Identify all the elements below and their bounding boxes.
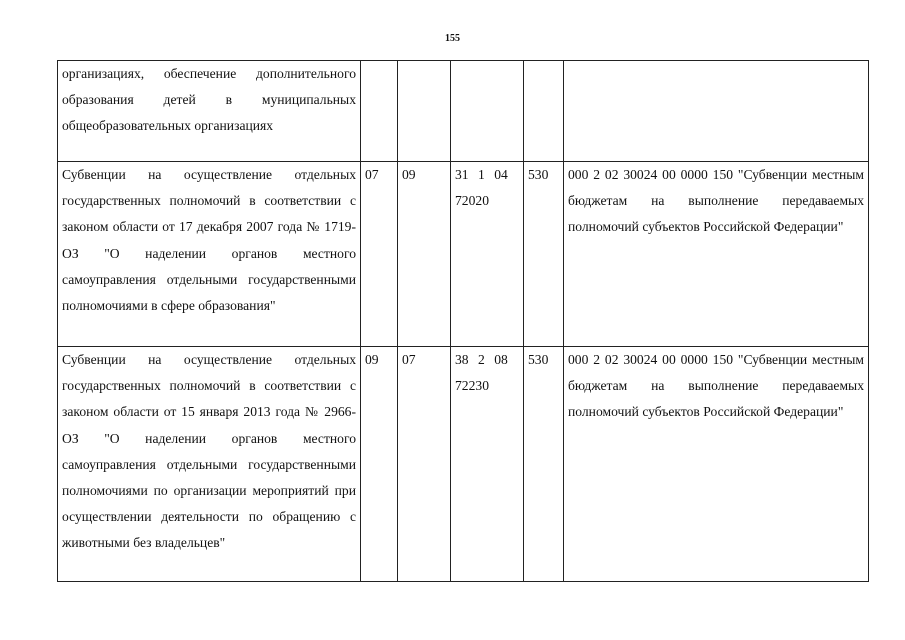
row-description: Субвенции на осуществление отдельных государственных полномочий в соответствии с законом области от 17 декабря 2007 года № 1719-ОЗ "О наделении органов местного самоуправления отдельными государственными полномочиями в сфере образования" (58, 162, 361, 347)
target-article-cell: 31 1 04 72020 (451, 162, 524, 347)
table-row (58, 162, 869, 347)
subsection-code-cell (398, 61, 451, 162)
revenue-code-cell (564, 61, 869, 162)
table-row (58, 61, 869, 162)
table-row (58, 347, 869, 582)
revenue-code-cell: 000 2 02 30024 00 0000 150 "Субвенции местным бюджетам на выполнение передаваемых полномочий субъектов Российской Федерации" (564, 347, 869, 582)
subsection-code-cell: 09 (398, 162, 451, 347)
section-code-cell: 07 (361, 162, 398, 347)
target-article-cell: 38 2 08 72230 (451, 347, 524, 582)
budget-table (57, 60, 869, 582)
row-description: организациях, обеспечение дополнительного образования детей в муниципальных общеобразовательных организациях (58, 61, 361, 162)
revenue-code-cell: 000 2 02 30024 00 0000 150 "Субвенции местным бюджетам на выполнение передаваемых полномочий субъектов Российской Федерации" (564, 162, 869, 347)
expense-type-cell (524, 61, 564, 162)
subsection-code-cell: 07 (398, 347, 451, 582)
target-article-cell (451, 61, 524, 162)
section-code-cell (361, 61, 398, 162)
section-code-cell: 09 (361, 347, 398, 582)
page-number: 155 (445, 33, 460, 44)
expense-type-cell: 530 (524, 347, 564, 582)
expense-type-cell: 530 (524, 162, 564, 347)
row-description: Субвенции на осуществление отдельных государственных полномочий в соответствии с законом области от 15 января 2013 года № 2966-ОЗ "О наделении органов местного самоуправления отдельными государственными полномочиями по организации мероприятий при осуществлении деятельности по обращению с животными без владельцев" (58, 347, 361, 582)
